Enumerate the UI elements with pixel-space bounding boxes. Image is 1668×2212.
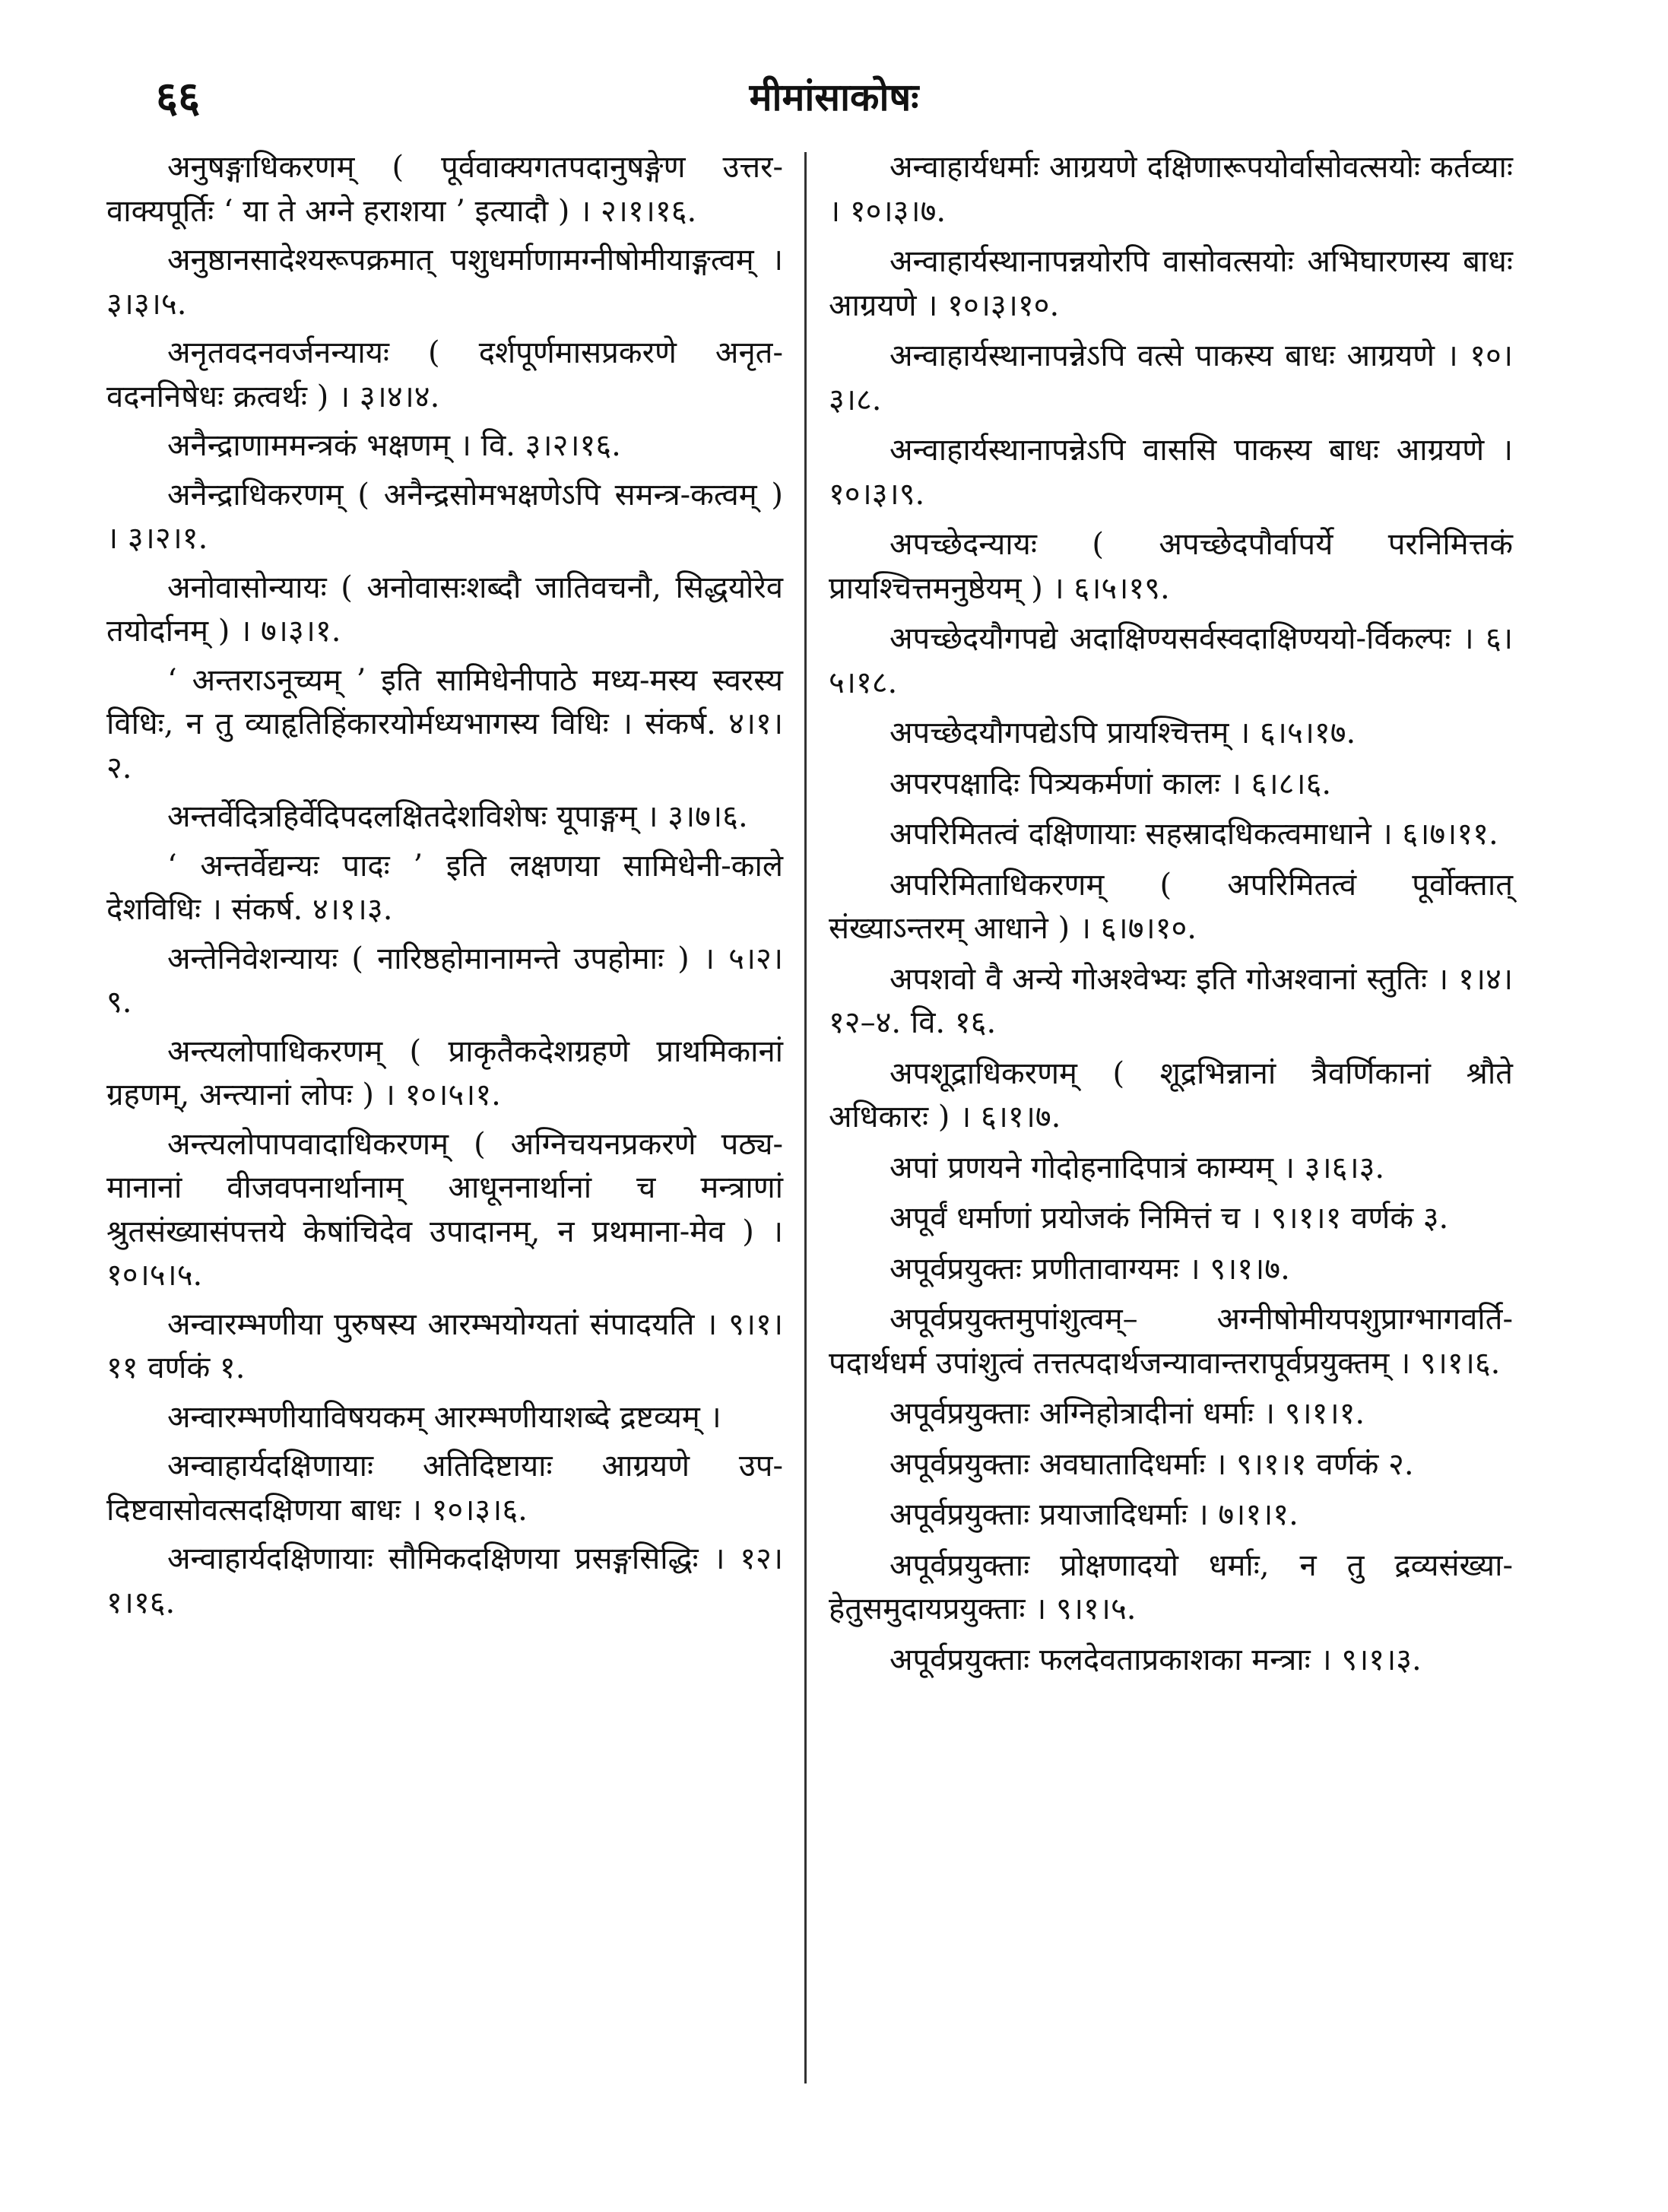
left-column: [106, 146, 783, 1630]
entry: अपूर्वप्रयुक्ताः प्रयाजादिधर्माः । ७।१।१.: [889, 1497, 1299, 1532]
entry: अपच्छेदयौगपद्येऽपि प्रायश्चित्तम् । ६।५।१७.: [889, 716, 1356, 751]
entry: अन्वाहार्यधर्माः आग्रयणे दक्षिणारूपयोर्वासोवत्सयोः कर्तव्याः । १०।३।७.: [829, 150, 1513, 229]
entry: अन्त्यलोपापवादाधिकरणम् ( अग्निचयनप्रकरणे पठ्य-मानानां वीजवपनार्थानाम् आधूननार्थानां च मन्त्राणां श्रुतसंख्यासंपत्तये केषांचिदेव उपादानम्, न प्रथमाना-मेव ) । १०।५।५.: [106, 1126, 783, 1293]
entry: अनैन्द्राणाममन्त्रकं भक्षणम् । वि. ३।२।१६.: [167, 428, 621, 463]
entry: अन्त्यलोपाधिकरणम् ( प्राकृतैकदेशग्रहणे प्राथमिकानां ग्रहणम्, अन्त्यानां लोपः ) । १०।५।१.: [106, 1033, 783, 1112]
entry: अनुषङ्गाधिकरणम् ( पूर्ववाक्यगतपदानुषङ्गेण उत्तर-वाक्यपूर्तिः ‘ या ते अग्ने हराशया ’ इत्यादौ ) । २।१।१६.: [106, 150, 783, 229]
entry: अन्वाहार्यदक्षिणायाः सौमिकदक्षिणया प्रसङ्गसिद्धिः । १२।१।१६.: [106, 1541, 783, 1620]
entry: अपशवो वै अन्ये गोअश्वेभ्यः इति गोअश्वानां स्तुतिः । १।४।१२–४. वि. १६.: [829, 961, 1513, 1040]
entry: अन्वाहार्यदक्षिणायाः अतिदिष्टायाः आग्रयणे उप-दिष्टवासोवत्सदक्षिणया बाधः । १०।३।६.: [106, 1449, 783, 1528]
entry: अपूर्वप्रयुक्ताः अवघातादिधर्माः । ९।१।१ वर्णकं २.: [889, 1446, 1414, 1482]
entry: अनैन्द्राधिकरणम् ( अनैन्द्रसोमभक्षणेऽपि समन्त्र-कत्वम् ) । ३।२।१.: [106, 477, 783, 556]
entry: अपशूद्राधिकरणम् ( शूद्रभिन्नानां त्रैवर्णिकानां श्रौते अधिकारः ) । ६।१।७.: [829, 1055, 1513, 1135]
entry: अन्वाहार्यस्थानापन्नेऽपि वाससि पाकस्य बाधः आग्रयणे । १०।३।९.: [829, 433, 1513, 512]
entry: अपरिमिताधिकरणम् ( अपरिमितत्वं पूर्वोक्तात् संख्याऽन्तरम् आधाने ) । ६।७।१०.: [829, 867, 1513, 946]
entry: अन्तेनिवेशन्यायः ( नारिष्ठहोमानामन्ते उपहोमाः ) । ५।२।९.: [106, 941, 783, 1020]
entry: अनुष्ठानसादेश्यरूपक्रमात् पशुधर्माणामग्नीषोमीयाङ्गत्वम् । ३।३।५.: [106, 243, 783, 322]
column-divider: [804, 152, 807, 2083]
page-number: ६६: [156, 72, 201, 122]
entry: अपूर्वप्रयुक्तः प्रणीतावाग्यमः । ९।१।७.: [889, 1251, 1290, 1287]
entry: अन्वाहार्यस्थानापन्नयोरपि वासोवत्सयोः अभिघारणस्य बाधः आग्रयणे । १०।३।१०.: [829, 244, 1513, 323]
entry: अन्वारम्भणीयाविषयकम् आरम्भणीयाशब्दे द्रष्टव्यम् ।: [167, 1399, 721, 1435]
entry: अनृतवदनवर्जनन्यायः ( दर्शपूर्णमासप्रकरणे अनृत-वदननिषेधः क्रत्वर्थः ) । ३।४।४.: [106, 335, 783, 414]
entry: ‘ अन्तर्वेद्यन्यः पादः ’ इति लक्षणया सामिधेनी-काले देशविधिः । संकर्ष. ४।१।३.: [106, 848, 783, 927]
entry: अपच्छेदयौगपद्ये अदाक्षिण्यसर्वस्वदाक्षिण्ययो-र्विकल्पः । ६।५।१८.: [829, 621, 1513, 700]
entry: अपूर्वप्रयुक्तमुपांशुत्वम्– अग्नीषोमीयपशुप्राग्भागवर्ति-पदार्थधर्म उपांशुत्वं तत्तत्पदार्थजन्यावान्तरापूर्वप्रयुक्तम् । ९।१।६.: [829, 1302, 1513, 1381]
entry: अपूर्वप्रयुक्ताः प्रोक्षणादयो धर्माः, न तु द्रव्यसंख्या-हेतुसमुदायप्रयुक्ताः । ९।१।५.: [829, 1547, 1513, 1626]
entry: अपूर्वप्रयुक्ताः फलदेवताप्रकाशका मन्त्राः । ९।१।३.: [889, 1642, 1422, 1677]
entry: अपरपक्षादिः पित्र्यकर्मणां कालः । ६।८।६.: [889, 766, 1332, 801]
right-column: [829, 146, 1513, 1689]
entry: अनोवासोन्यायः ( अनोवासःशब्दौ जातिवचनौ, सिद्धयोरेव तयोर्दानम् ) । ७।३।१.: [106, 570, 783, 649]
entry: अपूर्वं धर्माणां प्रयोजकं निमित्तं च । ९।१।१ वर्णकं ३.: [889, 1201, 1449, 1236]
entry: अपरिमितत्वं दक्षिणायाः सहस्रादधिकत्वमाधाने । ६।७।११.: [889, 817, 1498, 852]
entry: अपच्छेदन्यायः ( अपच्छेदपौर्वापर्ये परनिमित्तकं प्रायश्चित्तमनुष्ठेयम् ) । ६।५।१९.: [829, 527, 1513, 606]
entry: अन्वाहार्यस्थानापन्नेऽपि वत्से पाकस्य बाधः आग्रयणे । १०।३।८.: [829, 338, 1513, 417]
entry: अपूर्वप्रयुक्ताः अग्निहोत्रादीनां धर्माः । ९।१।१.: [889, 1396, 1365, 1431]
running-title: मीमांसाकोषः: [749, 75, 919, 119]
entry: ‘ अन्तराऽनूच्यम् ’ इति सामिधेनीपाठे मध्य-मस्य स्वरस्य विधिः, न तु व्याहृतिहिंकारयोर्मध्यभागस्य विधिः । संकर्ष. ४।१।२.: [106, 662, 783, 785]
entry: अन्वारम्भणीया पुरुषस्य आरम्भयोग्यतां संपादयति । ९।१।११ वर्णकं १.: [106, 1306, 783, 1385]
entry: अपां प्रणयने गोदोहनादिपात्रं काम्यम् । ३।६।३.: [889, 1150, 1385, 1185]
entry: अन्तर्वेदित्रहिर्वेदिपदलक्षितदेशविशेषः यूपाङ्गम् । ३।७।६.: [167, 799, 748, 834]
